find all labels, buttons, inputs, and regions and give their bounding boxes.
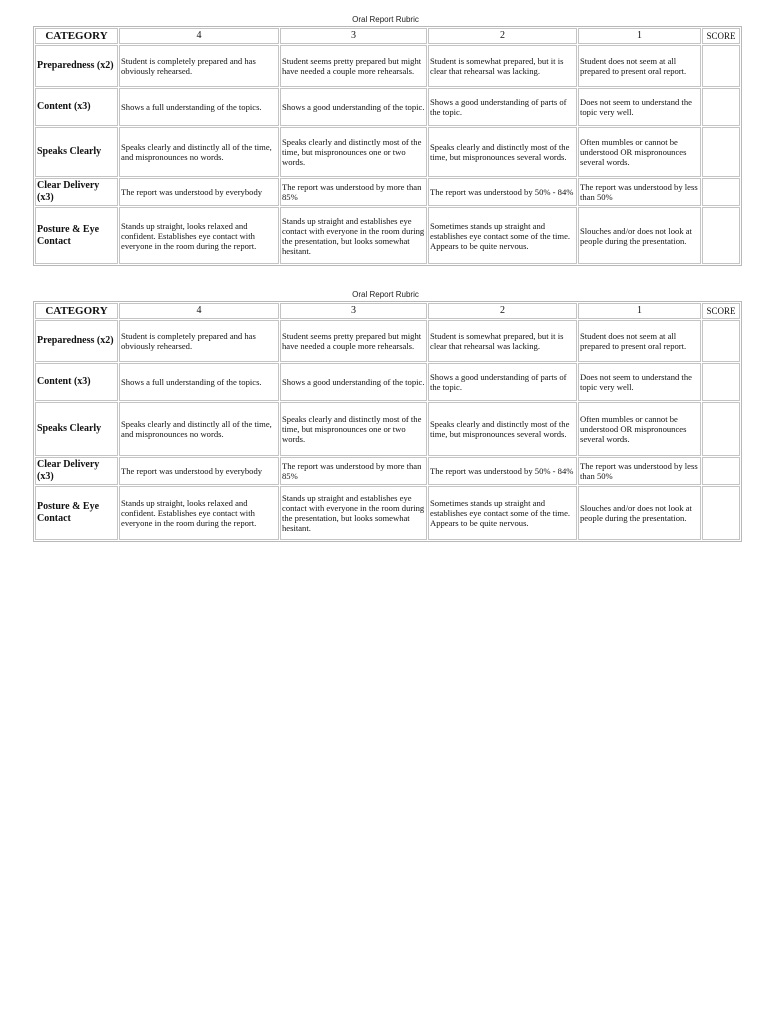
rubric-title: Oral Report Rubric bbox=[352, 290, 419, 299]
header-row bbox=[35, 303, 740, 319]
table-row bbox=[35, 457, 740, 485]
level-3-cell: Student seems pretty prepared but might have needed a couple more rehearsals. bbox=[280, 320, 427, 362]
rubric-title: Oral Report Rubric bbox=[352, 15, 419, 24]
header-score: SCORE bbox=[702, 28, 740, 44]
header-level-2: 2 bbox=[428, 28, 577, 44]
table-row bbox=[35, 320, 740, 362]
category-cell: Content (x3) bbox=[35, 363, 118, 401]
score-cell[interactable] bbox=[702, 127, 740, 177]
category-cell: Preparedness (x2) bbox=[35, 320, 118, 362]
level-1-cell: Student does not seem at all prepared to present oral report. bbox=[578, 320, 701, 362]
level-3-cell: The report was understood by more than 85% bbox=[280, 178, 427, 206]
level-4-cell: Speaks clearly and distinctly all of the time, and mispronounces no words. bbox=[119, 127, 279, 177]
level-4-cell: Shows a full understanding of the topics. bbox=[119, 88, 279, 126]
level-1-cell: Slouches and/or does not look at people during the presentation. bbox=[578, 486, 701, 540]
level-1-cell: Does not seem to understand the topic very well. bbox=[578, 88, 701, 126]
table-row bbox=[35, 363, 740, 401]
level-3-cell: Stands up straight and establishes eye contact with everyone in the room during the presentation, but looks somewhat hesitant. bbox=[280, 207, 427, 264]
category-cell: Content (x3) bbox=[35, 88, 118, 126]
level-1-cell: The report was understood by less than 50% bbox=[578, 178, 701, 206]
header-category: CATEGORY bbox=[35, 28, 118, 44]
score-cell[interactable] bbox=[702, 486, 740, 540]
level-3-cell: The report was understood by more than 85% bbox=[280, 457, 427, 485]
level-3-cell: Speaks clearly and distinctly most of the time, but mispronounces one or two words. bbox=[280, 127, 427, 177]
header-score: SCORE bbox=[702, 303, 740, 319]
level-4-cell: Stands up straight, looks relaxed and confident. Establishes eye contact with everyone in the room during the report. bbox=[119, 486, 279, 540]
level-2-cell: Speaks clearly and distinctly most of the time, but mispronounces several words. bbox=[428, 127, 577, 177]
header-level-3: 3 bbox=[280, 28, 427, 44]
table-row bbox=[35, 127, 740, 177]
level-1-cell: Often mumbles or cannot be understood OR mispronounces several words. bbox=[578, 402, 701, 456]
header-level-2: 2 bbox=[428, 303, 577, 319]
level-4-cell: Shows a full understanding of the topics. bbox=[119, 363, 279, 401]
level-2-cell: Shows a good understanding of parts of the topic. bbox=[428, 363, 577, 401]
score-cell[interactable] bbox=[702, 402, 740, 456]
level-1-cell: Slouches and/or does not look at people during the presentation. bbox=[578, 207, 701, 264]
level-3-cell: Shows a good understanding of the topic. bbox=[280, 88, 427, 126]
score-cell[interactable] bbox=[702, 178, 740, 206]
level-3-cell: Shows a good understanding of the topic. bbox=[280, 363, 427, 401]
level-3-cell: Speaks clearly and distinctly most of the time, but mispronounces one or two words. bbox=[280, 402, 427, 456]
level-2-cell: The report was understood by 50% - 84% bbox=[428, 178, 577, 206]
category-cell: Posture & Eye Contact bbox=[35, 486, 118, 540]
header-level-4: 4 bbox=[119, 303, 279, 319]
table-row bbox=[35, 486, 740, 540]
level-2-cell: Speaks clearly and distinctly most of the time, but mispronounces several words. bbox=[428, 402, 577, 456]
score-cell[interactable] bbox=[702, 207, 740, 264]
category-cell: Speaks Clearly bbox=[35, 127, 118, 177]
header-level-4: 4 bbox=[119, 28, 279, 44]
level-4-cell: Speaks clearly and distinctly all of the time, and mispronounces no words. bbox=[119, 402, 279, 456]
header-level-3: 3 bbox=[280, 303, 427, 319]
rubric-table bbox=[33, 301, 742, 542]
table-row bbox=[35, 88, 740, 126]
header-level-1: 1 bbox=[578, 28, 701, 44]
category-cell: Clear Delivery (x3) bbox=[35, 178, 118, 206]
category-cell: Preparedness (x2) bbox=[35, 45, 118, 87]
level-2-cell: Student is somewhat prepared, but it is clear that rehearsal was lacking. bbox=[428, 45, 577, 87]
header-level-1: 1 bbox=[578, 303, 701, 319]
table-row bbox=[35, 45, 740, 87]
table-row bbox=[35, 207, 740, 264]
category-cell: Clear Delivery (x3) bbox=[35, 457, 118, 485]
score-cell[interactable] bbox=[702, 320, 740, 362]
score-cell[interactable] bbox=[702, 88, 740, 126]
level-2-cell: Sometimes stands up straight and establishes eye contact some of the time. Appears to be quite nervous. bbox=[428, 486, 577, 540]
category-cell: Speaks Clearly bbox=[35, 402, 118, 456]
level-4-cell: Student is completely prepared and has obviously rehearsed. bbox=[119, 45, 279, 87]
level-2-cell: Student is somewhat prepared, but it is clear that rehearsal was lacking. bbox=[428, 320, 577, 362]
header-category: CATEGORY bbox=[35, 303, 118, 319]
header-row bbox=[35, 28, 740, 44]
score-cell[interactable] bbox=[702, 45, 740, 87]
level-2-cell: Shows a good understanding of parts of the topic. bbox=[428, 88, 577, 126]
score-cell[interactable] bbox=[702, 457, 740, 485]
category-cell: Posture & Eye Contact bbox=[35, 207, 118, 264]
level-2-cell: Sometimes stands up straight and establishes eye contact some of the time. Appears to be quite nervous. bbox=[428, 207, 577, 264]
table-row bbox=[35, 178, 740, 206]
rubric-table bbox=[33, 26, 742, 266]
level-1-cell: Often mumbles or cannot be understood OR mispronounces several words. bbox=[578, 127, 701, 177]
level-4-cell: The report was understood by everybody bbox=[119, 457, 279, 485]
level-4-cell: Stands up straight, looks relaxed and confident. Establishes eye contact with everyone in the room during the report. bbox=[119, 207, 279, 264]
level-4-cell: The report was understood by everybody bbox=[119, 178, 279, 206]
level-1-cell: Does not seem to understand the topic very well. bbox=[578, 363, 701, 401]
score-cell[interactable] bbox=[702, 363, 740, 401]
level-1-cell: Student does not seem at all prepared to present oral report. bbox=[578, 45, 701, 87]
rubric-table-section bbox=[33, 14, 738, 266]
level-4-cell: Student is completely prepared and has obviously rehearsed. bbox=[119, 320, 279, 362]
rubric-table-section bbox=[33, 289, 738, 542]
level-1-cell: The report was understood by less than 50% bbox=[578, 457, 701, 485]
level-3-cell: Student seems pretty prepared but might have needed a couple more rehearsals. bbox=[280, 45, 427, 87]
table-row bbox=[35, 402, 740, 456]
level-3-cell: Stands up straight and establishes eye contact with everyone in the room during the presentation, but looks somewhat hesitant. bbox=[280, 486, 427, 540]
level-2-cell: The report was understood by 50% - 84% bbox=[428, 457, 577, 485]
